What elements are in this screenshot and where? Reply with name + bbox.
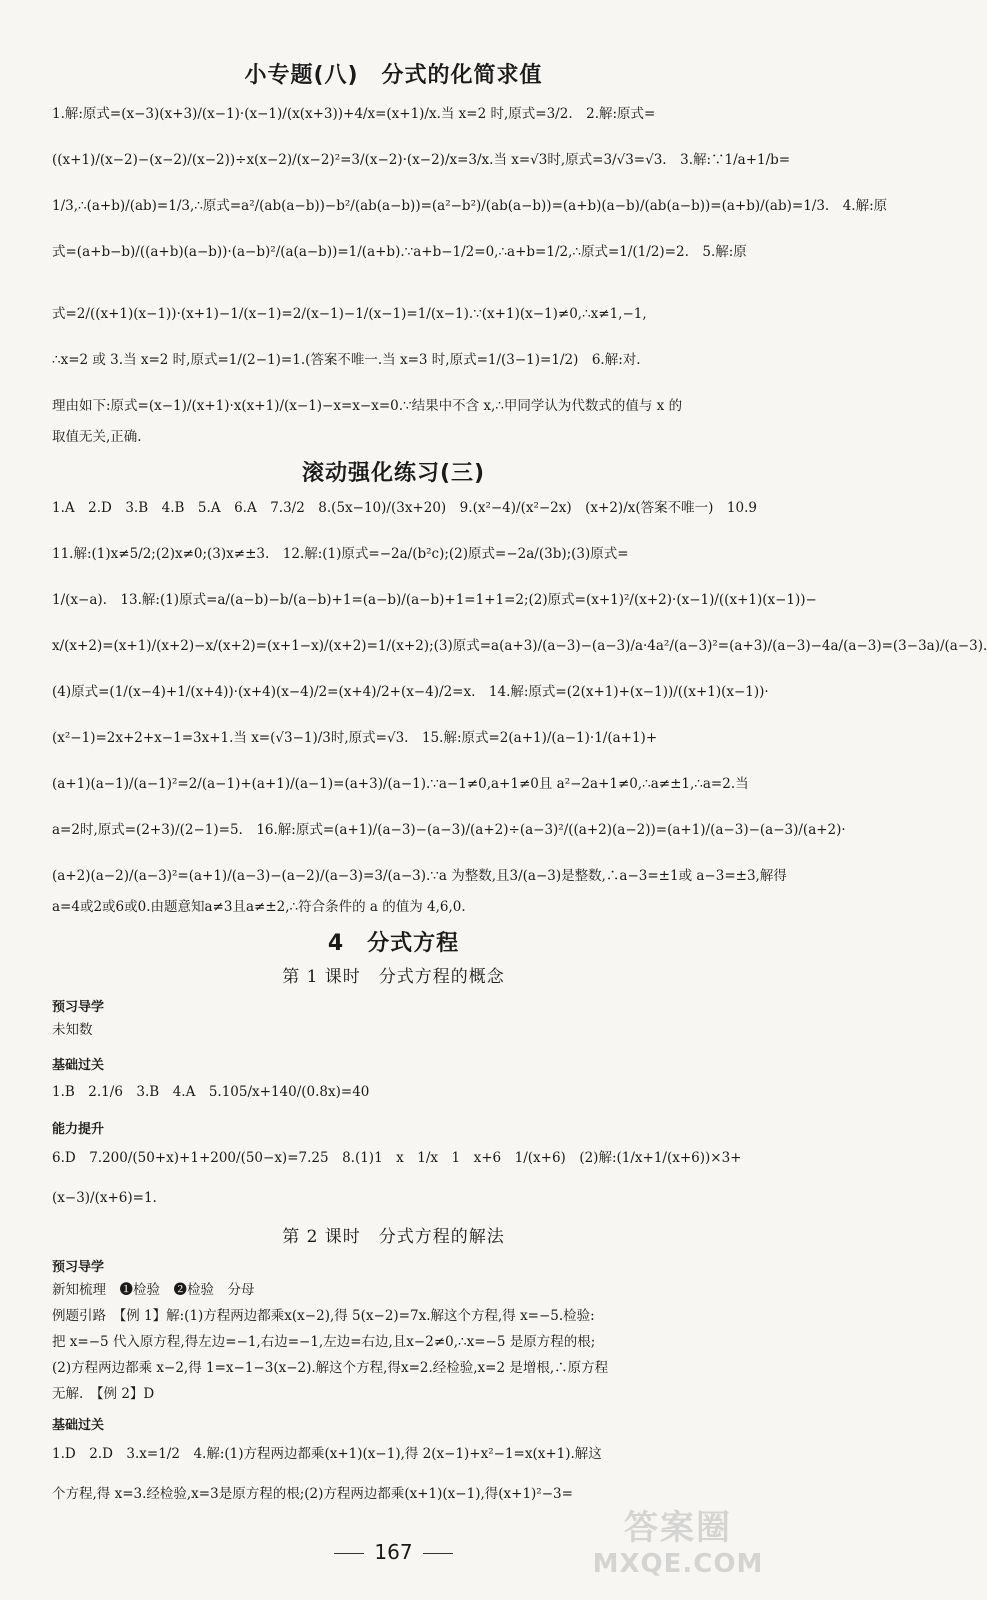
rolling-line: (x²−1)=2x+2+x−1=3x+1.当 x=(√3−1)/3时,原式=√3. 15.解:原式=2(a+1)/(a−1)·1/(a+1)+ xyxy=(52,730,658,746)
rolling-line: a=2时,原式=(2+3)/(2−1)=5. 16.解:原式=(a+1)/(a−3)−(a−3)/(a+2)÷(a−3)²/((a+2)(a−2))=(a+1)/(a−3)−(a−3)/(a+2)· xyxy=(52,822,846,838)
watermark-logo: 答案圈 xyxy=(624,1508,732,1548)
rolling-line: a=4或2或6或0.由题意知a≠3且a≠±2,∴符合条件的 a 的值为 4,6,0. xyxy=(52,899,466,915)
lesson1-basic-label: 基础过关 xyxy=(52,1058,105,1073)
lesson2-example-line: 把 x=−5 代入原方程,得左边=−1,右边=−1,左边=右边,且x−2≠0,∴x=−5 是原方程的根; xyxy=(52,1334,596,1350)
lesson1-preview-label: 预习导学 xyxy=(52,1000,105,1015)
topic-line: 1/3,∴(a+b)/(ab)=1/3,∴原式=a²/(ab(a−b))−b²/(ab(a−b))=(a²−b²)/(ab(a−b))=(a+b)(a−b)/(ab(a−b))=(a+b)/(ab)=1/3. 4.解:原 xyxy=(52,198,888,214)
lesson1-title: 第 1 课时 分式方程的概念 xyxy=(282,967,505,987)
lesson2-example-line: 例题引路 【例 1】解:(1)方程两边都乘x(x−2),得 5(x−2)=7x.解这个方程,得 x=−5.检验: xyxy=(52,1308,595,1324)
topic-line: 理由如下:原式=(x−1)/(x+1)·x(x+1)/(x−1)−x=x−x=0.∵结果中不含 x,∴甲同学认为代数式的值与 x 的 xyxy=(52,398,683,414)
topic-line: 式=2/((x+1)(x−1))·(x+1)−1/(x−1)=2/(x−1)−1/(x−1)=1/(x−1).∵(x+1)(x−1)≠0,∴x≠1,−1, xyxy=(52,306,647,322)
lesson1-basic-line: 1.B 2.1/6 3.B 4.A 5.105/x+140/(0.8x)=40 xyxy=(52,1084,370,1100)
lesson2-basic-line: 个方程,得 x=3.经检验,x=3是原方程的根;(2)方程两边都乘(x+1)(x−1),得(x+1)²−3= xyxy=(52,1486,573,1502)
lesson1-ability-line: 6.D 7.200/(50+x)+1+200/(50−x)=7.25 8.(1)1 x 1/x 1 x+6 1/(x+6) (2)解:(1/x+1/(x+6))×3+ xyxy=(52,1150,742,1166)
lesson2-preview-label: 预习导学 xyxy=(52,1260,105,1275)
topic-line: ((x+1)/(x−2)−(x−2)/(x−2))÷x(x−2)/(x−2)²=3/(x−2)·(x−2)/x=3/x.当 x=√3时,原式=3/√3=√3. 3.解:∵1/a+1/b= xyxy=(52,152,791,168)
lesson2-basic-label: 基础过关 xyxy=(52,1418,105,1433)
lesson1-preview-answer: 未知数 xyxy=(52,1022,93,1038)
lesson2-basic-line: 1.D 2.D 3.x=1/2 4.解:(1)方程两边都乘(x+1)(x−1),得 2(x−1)+x²−1=x(x+1).解这 xyxy=(52,1446,602,1462)
lesson1-ability-line: (x−3)/(x+6)=1. xyxy=(52,1190,157,1206)
lesson2-example-line: (2)方程两边都乘 x−2,得 1=x−1−3(x−2).解这个方程,得x=2.经检验,x=2 是增根,∴原方程 xyxy=(52,1360,609,1376)
rolling-line: (a+1)(a−1)/(a−1)²=2/(a−1)+(a+1)/(a−1)=(a+3)/(a−1).∵a−1≠0,a+1≠0且 a²−2a+1≠0,∴a≠±1,∴a=2.当 xyxy=(52,776,749,792)
rolling-line: (4)原式=(1/(x−4)+1/(x+4))·(x+4)(x−4)/2=(x+4)/2+(x−4)/2=x. 14.解:原式=(2(x+1)+(x−1))/((x+1)(x−1))· xyxy=(52,684,769,700)
chapter-title: 4 分式方程 xyxy=(327,931,460,956)
rolling-line: 11.解:(1)x≠5/2;(2)x≠0;(3)x≠±3. 12.解:(1)原式=−2a/(b²c);(2)原式=−2a/(3b);(3)原式= xyxy=(52,546,629,562)
rolling-line: x/(x+2)=(x+1)/(x+2)−x/(x+2)=(x+1−x)/(x+2)=1/(x+2);(3)原式=a(a+3)/(a−3)−(a−3)/a·4a²/(a−3)²=(a+3)/(a−3)−4a/(a−3)=(3−3a)/(a−3). xyxy=(52,638,987,654)
rolling-title: 滚动强化练习(三) xyxy=(301,461,486,486)
watermark-url: MXQE.COM xyxy=(592,1549,764,1579)
topic-line: 取值无关,正确. xyxy=(52,429,142,445)
page-number: 167 xyxy=(0,1540,787,1564)
watermark xyxy=(583,1500,773,1590)
topic-title: 小专题(八) 分式的化简求值 xyxy=(244,63,543,88)
lesson1-ability-label: 能力提升 xyxy=(52,1122,105,1137)
lesson2-title: 第 2 课时 分式方程的解法 xyxy=(282,1227,505,1247)
lesson2-sort-line: 新知梳理 ❶检验 ❷检验 分母 xyxy=(52,1282,255,1298)
lesson2-example-line: 无解. 【例 2】D xyxy=(52,1386,155,1402)
topic-line: 式=(a+b−b)/((a+b)(a−b))·(a−b)²/(a(a−b))=1/(a+b).∵a+b−1/2=0,∴a+b=1/2,∴原式=1/(1/2)=2. 5.解:原 xyxy=(52,244,747,260)
rolling-line: (a+2)(a−2)/(a−3)²=(a+1)/(a−3)−(a−2)/(a−3)=3/(a−3).∵a 为整数,且3/(a−3)是整数,∴a−3=±1或 a−3=±3,解得 xyxy=(52,868,787,884)
rolling-line: 1.A 2.D 3.B 4.B 5.A 6.A 7.3/2 8.(5x−10)/(3x+20) 9.(x²−4)/(x²−2x) (x+2)/x(答案不唯一) 10.9 xyxy=(52,500,757,516)
topic-line: 1.解:原式=(x−3)(x+3)/(x−1)·(x−1)/(x(x+3))+4/x=(x+1)/x.当 x=2 时,原式=3/2. 2.解:原式= xyxy=(52,106,656,122)
rolling-line: 1/(x−a). 13.解:(1)原式=a/(a−b)−b/(a−b)+1=(a−b)/(a−b)+1=1+1=2;(2)原式=(x+1)²/(x+2)·(x−1)/((x+1)(x−1))− xyxy=(52,592,817,608)
topic-line: ∴x=2 或 3.当 x=2 时,原式=1/(2−1)=1.(答案不唯一.当 x=3 时,原式=1/(3−1)=1/2) 6.解:对. xyxy=(52,352,641,368)
